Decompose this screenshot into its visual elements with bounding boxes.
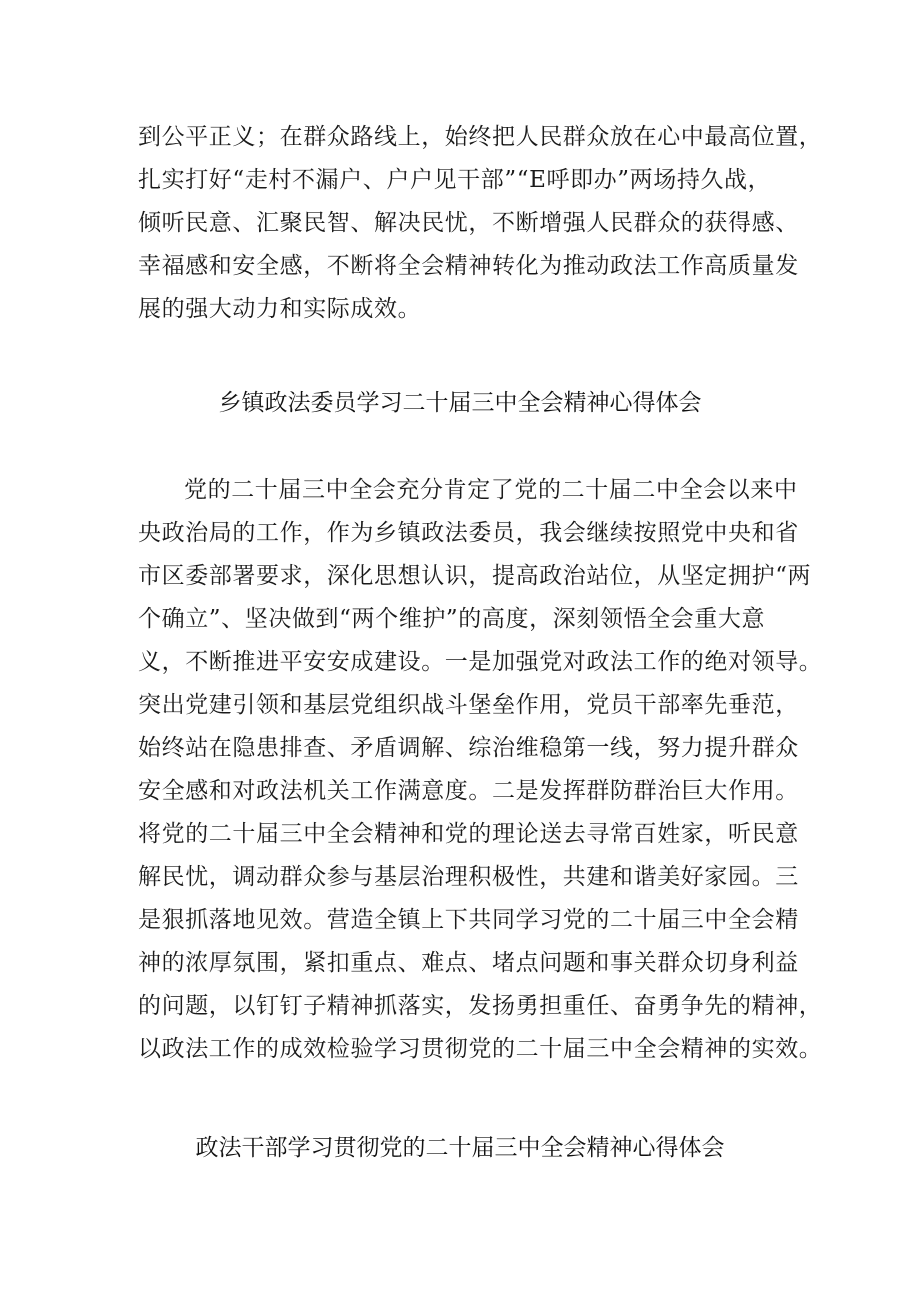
paragraph-line: 安全感和对政法机关工作满意度。二是发挥群防群治巨大作用。	[138, 778, 799, 804]
paragraph-line: 将党的二十届三中全会精神和党的理论送去寻常百姓家，听民意	[138, 821, 799, 847]
paragraph-line: 始终站在隐患排查、矛盾调解、综治维稳第一线，努力提升群众	[138, 735, 799, 761]
section-heading: 乡镇政法委员学习二十届三中全会精神心得体会	[218, 390, 702, 416]
section-heading: 政法干部学习贯彻党的二十届三中全会精神心得体会	[195, 1135, 725, 1161]
paragraph-line: 央政治局的工作，作为乡镇政法委员，我会继续按照党中央和省	[138, 520, 799, 546]
paragraph-line: 的问题，以钉钉子精神抓落实，发扬勇担重任、奋勇争先的精神，	[138, 993, 823, 1019]
paragraph-line: 突出党建引领和基层党组织战斗堡垒作用，党员干部率先垂范，	[138, 692, 799, 718]
paragraph-line: 以政法工作的成效检验学习贯彻党的二十届三中全会精神的实效。	[138, 1036, 823, 1062]
paragraph-line: 市区委部署要求，深化思想认识，提高政治站位，从坚定拥护“两	[138, 563, 812, 589]
paragraph-line: 是狠抓落地见效。营造全镇上下共同学习党的二十届三中全会精	[138, 907, 799, 933]
paragraph-line: 幸福感和安全感，不断将全会精神转化为推动政法工作高质量发	[138, 253, 799, 279]
paragraph-line: 义，不断推进平安安成建设。一是加强党对政法工作的绝对领导。	[138, 649, 823, 675]
paragraph-line: 党的二十届三中全会充分肯定了党的二十届二中全会以来中	[184, 477, 798, 503]
paragraph-line: 展的强大动力和实际成效。	[138, 296, 422, 322]
paragraph-line: 解民忧，调动群众参与基层治理积极性，共建和谐美好家园。三	[138, 864, 799, 890]
paragraph-line: 倾听民意、汇聚民智、解决民忧，不断增强人民群众的获得感、	[138, 210, 799, 236]
paragraph-line: 到公平正义；在群众路线上，始终把人民群众放在心中最高位置，	[138, 124, 823, 150]
paragraph-line: 神的浓厚氛围，紧扣重点、难点、堵点问题和事关群众切身利益	[138, 950, 799, 976]
paragraph-line: 个确立”、坚决做到“两个维护”的高度，深刻领悟全会重大意	[138, 606, 766, 632]
paragraph-line: 扎实打好“走村不漏户、户户见干部”“E呼即办”两场持久战，	[138, 167, 772, 193]
